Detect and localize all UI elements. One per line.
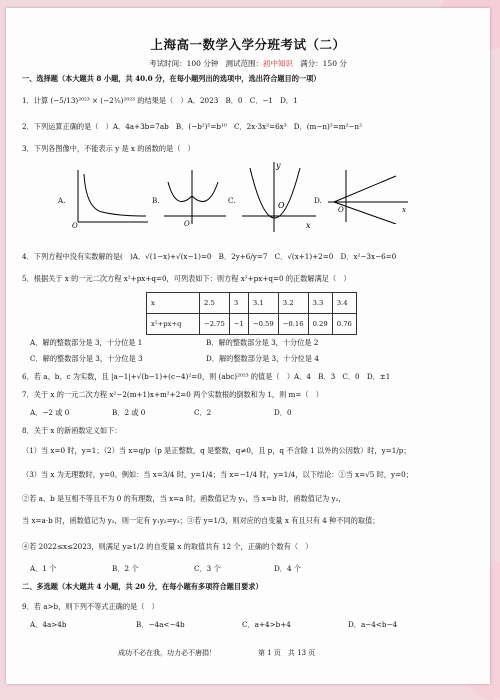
q9-option-c: C．a+4>b+4 [242, 620, 291, 629]
q5-option-d: D．解的整数部分是 3，十分位是 4 [206, 354, 319, 363]
exam-meta: 考试时间：100 分钟 测试范围：初中知识 满分：150 分 [149, 59, 347, 68]
q3-graph-a [72, 168, 152, 228]
svg-text:O: O [184, 220, 190, 228]
q8-option-a: A．1 个 [30, 564, 57, 573]
table-row [147, 293, 357, 314]
table-cell: 3.1 [248, 293, 278, 314]
table-cell: 0.76 [332, 314, 356, 335]
table-cell: 3.2 [278, 293, 308, 314]
q7-option-b: B．2 或 0 [112, 408, 146, 417]
q3-option-c: C. [228, 196, 236, 205]
question-8: 8．关于 x 的新函数定义如下： [22, 426, 122, 435]
q8-option-b: B．2 个 [112, 564, 139, 573]
q3-graph-b [162, 168, 228, 228]
q3-option-d: D. [314, 196, 322, 205]
q3-option-b: B. [152, 196, 160, 205]
question-8-rule-2: （3）当 x 为无理数时，y=0。例如：当 x=3/4 时，y=1/4；当 x=−1/4 时，y=1/4，以下结论：①当 x=√5 时，y=0； [22, 470, 413, 479]
table-cell: 3.4 [332, 293, 356, 314]
exam-paper [6, 8, 490, 684]
question-8-rule-1: （1）当 x=0 时，y=1；（2）当 x=q/p（p 是正整数，q 是整数，q≠0，且 p，q 不含除 1 以外的公因数）时，y=1/p； [22, 446, 411, 455]
svg-text:x: x [306, 221, 311, 230]
q7-option-a: A．−2 或 0 [30, 408, 70, 417]
q5-option-a: A．解的整数部分是 3，十分位是 1 [30, 338, 143, 347]
table-cell: −1 [229, 314, 248, 335]
question-7: 7．关于 x 的一元二次方程 x²−2(m+1)x+m²+2=0 两个实数根的倒数和为 1，则 m=（ ） [22, 390, 323, 399]
svg-text:O: O [338, 206, 344, 214]
table-cell: −0.16 [278, 314, 308, 335]
section-heading-2: 二、多选题（本大题共 4 小题，共 20 分，在每小题有多项符合题目要求） [22, 582, 263, 591]
question-4: 4．下列方程中没有实数解的是( )A．√(1−x)+√(x−1)=0 B．2y+6/y=7 C．√(x+1)+2=0 D．x²−3x−6=0 [22, 252, 397, 261]
table-header: x [147, 293, 200, 314]
svg-text:O: O [278, 201, 285, 210]
exam-title: 上海高一数学入学分班考试（二） [150, 37, 346, 52]
q8-option-d: D．4 个 [274, 564, 301, 573]
q7-option-d: D．0 [274, 408, 292, 417]
question-3: 3．下列各图像中，不能表示 y 是 x 的函数的是（ ） [22, 144, 195, 153]
q3-graph-c [238, 158, 318, 234]
question-9: 9．若 a>b，则下列不等式正确的是（ ） [22, 602, 159, 611]
table-header: x²+px+q [147, 314, 200, 335]
table-cell: −0.59 [248, 314, 278, 335]
footer-motto: 成功不必在我，功力必不唐捐！ [118, 649, 216, 657]
page-number: 第 1 页 共 13 页 [258, 649, 316, 657]
question-8-claim-3: 当 x=a·b 时，函数值记为 y₃，则一定有 y₁y₂=y₃；③若 y=1/3，则对应的自变量 x 有且只有 4 种不同的取值； [22, 516, 380, 525]
question-8-claim-4: ④若 2022≤x≤2023，则满足 y≥1/2 的自变量 x 的取值共有 12 个，正确的个数有（ ） [22, 542, 313, 551]
question-5: 5．根据关于 x 的一元二次方程 x²+px+q=0，可列表如下：则方程 x²+px+q=0 的正数解满足（ ） [22, 274, 351, 283]
question-6: 6．若 a、b、c 为实数，且 |a−1|+√(b−1)+(c−4)²=0，则 (abc)²⁰²³ 的值是（ ）A．4 B．3 C．0 D．±1 [22, 372, 391, 381]
question-1: 1．计算 (−5/13)²⁰²³ × (−2⅗)²⁰²³ 的结果是（ ）A．2023 B．0 C．−1 D．1 [22, 96, 298, 105]
q3-graph-d [326, 168, 410, 224]
section-heading-1: 一、选择题（本大题共 8 小题，共 40.0 分，在每小题列出的选项中，选出符合题目的一项） [22, 74, 321, 83]
question-2: 2．下列运算正确的是（ ）A．4a+3b=7ab B．(−b²)⁵=b¹⁰ C．2x·3x²=6x³ D．(m−n)²=m²−n² [22, 122, 362, 131]
question-8-claim-2: ②若 a、b 是互相不等且不为 0 的有理数，当 x=a 时，函数值记为 y₁，当 x=b 时，函数值记为 y₂， [22, 494, 346, 503]
q9-option-a: A．4a>4b [30, 620, 67, 629]
table-cell: 2.5 [200, 293, 230, 314]
svg-text:O: O [72, 222, 78, 228]
q5-option-c: C．解的整数部分是 3，十分位是 3 [30, 354, 143, 363]
q3-option-a: A. [58, 196, 66, 205]
table-cell: 3 [229, 293, 248, 314]
q5-option-b: B．解的整数部分是 3，十分位是 2 [206, 338, 319, 347]
q9-option-d: D．a−4<b−4 [348, 620, 398, 629]
svg-text:y: y [276, 161, 281, 170]
table-cell: −2.75 [200, 314, 230, 335]
q5-table [146, 292, 357, 335]
svg-text:x: x [402, 206, 406, 214]
q7-option-c: C．2 [194, 408, 212, 417]
q8-option-c: C．3 个 [194, 564, 221, 573]
table-row [147, 314, 357, 335]
q9-option-b: B．−4a<−4b [136, 620, 185, 629]
table-cell: 3.3 [308, 293, 332, 314]
table-cell: 0.29 [308, 314, 332, 335]
